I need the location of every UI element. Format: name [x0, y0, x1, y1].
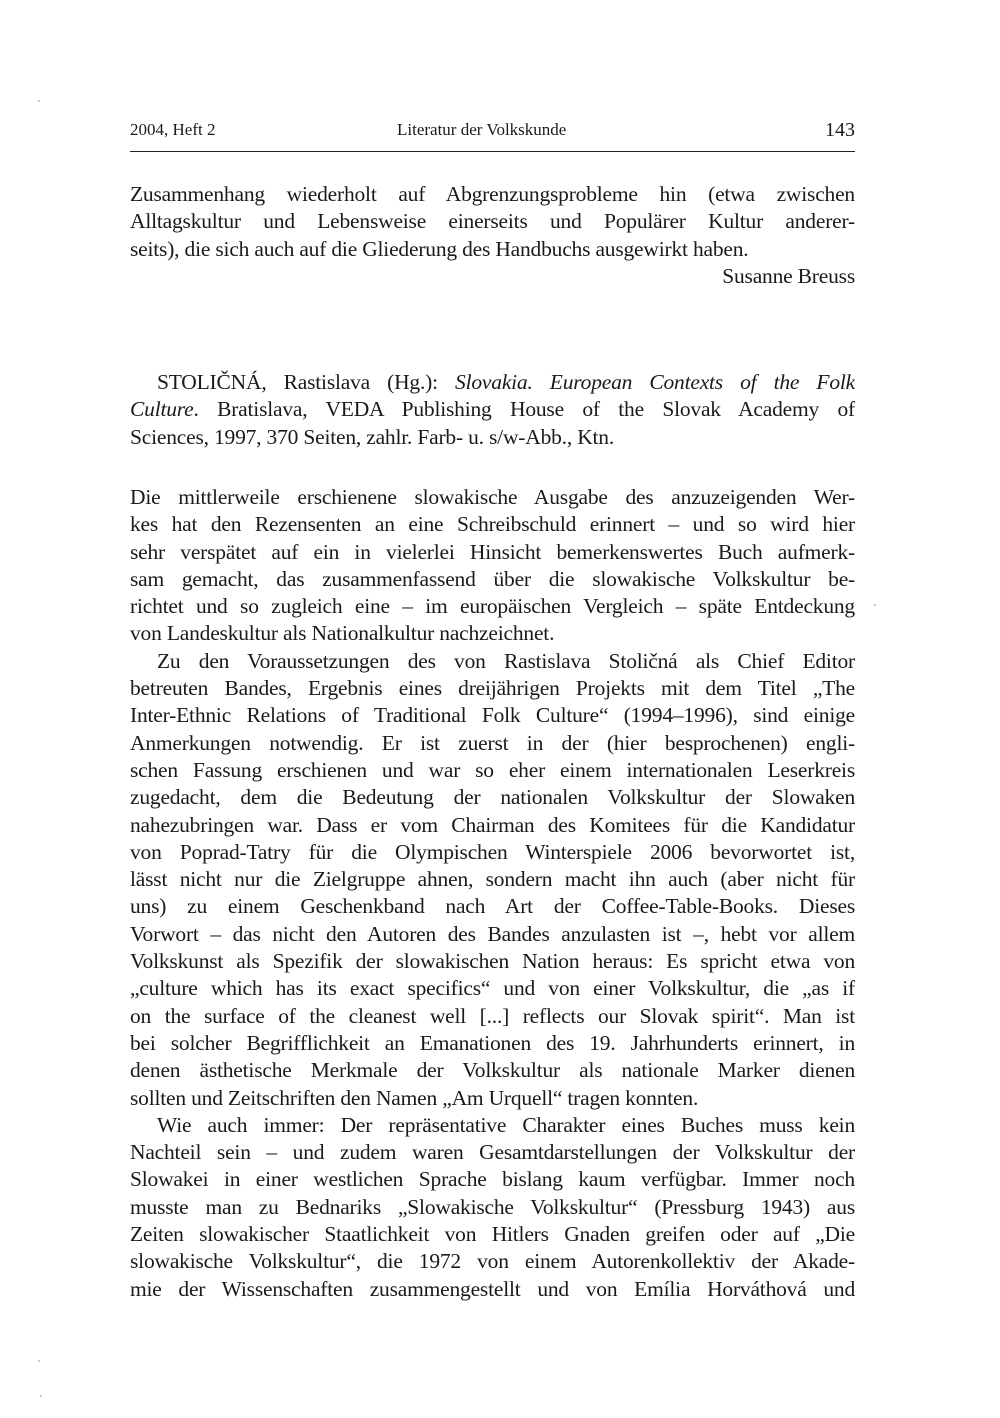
text-line: schen Fassung erschienen und war so eher einem internationalen Leserkreis — [130, 757, 855, 782]
text-line: Vorwort – das nicht den Autoren des Bandes anzulasten ist –, hebt vor allem — [130, 921, 855, 946]
text-line: bei solcher Begrifflichkeit an Emanationen des 19. Jahrhunderts erinnert, in — [130, 1030, 855, 1055]
text-line: Zeiten slowakischer Staatlichkeit von Hitlers Gnaden greifen oder auf „Die — [130, 1222, 855, 1247]
scan-speck — [38, 1360, 40, 1362]
scan-speck — [38, 100, 40, 102]
review-body — [130, 484, 855, 1303]
paragraph-1 — [130, 484, 855, 648]
paragraph-2 — [130, 648, 855, 1112]
text-line: zugedacht, dem die Bedeutung der nationalen Volkskultur der Slowaken — [130, 785, 855, 810]
issue-label: 2004, Heft 2 — [130, 120, 216, 139]
text-line: Zu den Voraussetzungen des von Rastislava Stoličná als Chief Editor — [157, 648, 855, 673]
text-line: on the surface of the cleanest well [...] reflects our Slovak spirit“. Man ist — [130, 1003, 855, 1028]
section-title: Literatur der Volkskunde — [397, 120, 567, 139]
text-line: „culture which has its exact specifics“ und von einer Volkskultur, die „as if — [130, 976, 855, 1001]
bibliographic-entry — [130, 369, 855, 451]
text-line: Anmerkungen notwendig. Er ist zuerst in der (hier besprochenen) engli- — [130, 730, 855, 755]
bib-publisher: . Bratislava, VEDA Publishing House of the Slovak Academy of — [193, 397, 855, 422]
text-line: kes hat den Rezensenten an eine Schreibschuld erinnert – und so wird hier — [130, 512, 855, 537]
reviewer-name: Susanne Breuss — [722, 263, 855, 288]
scan-speck — [40, 1395, 42, 1397]
text-line: denen ästhetische Merkmale der Volkskultur als nationale Marker dienen — [130, 1058, 855, 1083]
text-line: nahezubringen war. Dass er vom Chairman des Komitees für die Kandidatur — [130, 812, 855, 837]
text-line: Volkskunst als Spezifik der slowakischen Nation heraus: Es spricht etwa von — [130, 949, 855, 974]
text-line: sam gemacht, das zusammenfassend über die slowakische Volkskultur be- — [130, 566, 855, 591]
bib-line-1 — [130, 369, 855, 396]
text-line: seits), die sich auch auf die Gliederung des Handbuchs ausgewirkt haben. — [130, 236, 749, 261]
text-line: Alltagskultur und Lebensweise einerseits und Populärer Kultur anderer- — [130, 209, 855, 234]
text-line: richtet und so zugleich eine – im europäischen Vergleich – späte Entdeckung — [130, 594, 855, 619]
text-line: uns) zu einem Geschenkband nach Art der Coffee-Table-Books. Dieses — [130, 894, 855, 919]
text-line: betreuten Bandes, Ergebnis eines dreijährigen Projekts mit dem Titel „The — [130, 676, 855, 701]
bib-title: Slovakia. European Contexts of the Folk — [455, 370, 855, 394]
text-line: Die mittlerweile erschienene slowakische Ausgabe des anzuzeigenden Wer- — [130, 485, 855, 509]
text-line: lässt nicht nur die Zielgruppe ahnen, sondern macht ihn auch (aber nicht für — [130, 867, 855, 892]
text-line: sollten und Zeitschriften den Namen „Am Urquell“ tragen konnten. — [130, 1085, 699, 1110]
text-line: von Landeskultur als Nationalkultur nachzeichnet. — [130, 621, 555, 646]
text-line: Nachteil sein – und zudem waren Gesamtdarstellungen der Volkskultur der — [130, 1140, 855, 1165]
text-line: mie der Wissenschaften zusammengestellt und von Emília Horváthová und — [130, 1276, 855, 1301]
bib-author: STOLIČNÁ, Rastislava (Hg.): — [157, 370, 438, 394]
text-line: Slowakei in einer westlichen Sprache bislang kaum verfügbar. Immer noch — [130, 1167, 855, 1192]
paragraph-3 — [130, 1112, 855, 1303]
text-line: Inter-Ethnic Relations of Traditional Folk Culture“ (1994–1996), sind einige — [130, 703, 855, 728]
text-line: Zusammenhang wiederholt auf Abgrenzungsprobleme hin (etwa zwischen — [130, 182, 855, 206]
text-line: musste man zu Bednariks „Slowakische Volkskultur“ (Pressburg 1943) aus — [130, 1194, 855, 1219]
previous-review-ending — [130, 181, 855, 290]
bib-title-cont: Culture — [130, 397, 194, 422]
header-rule — [130, 151, 855, 152]
text-line: Wie auch immer: Der repräsentative Charakter eines Buches muss kein — [157, 1112, 855, 1137]
running-header — [130, 118, 855, 142]
text-line: sehr verspätet auf ein in vielerlei Hinsicht bemerkenswertes Buch aufmerk- — [130, 539, 855, 564]
text-line: slowakische Volkskultur“, die 1972 von einem Autorenkollektiv der Akade- — [130, 1249, 855, 1274]
bib-line-2 — [130, 396, 855, 423]
page-number: 143 — [825, 119, 855, 141]
text-line: von Poprad-Tatry für die Olympischen Winterspiele 2006 bevorwortet ist, — [130, 839, 855, 864]
scan-speck — [874, 604, 876, 606]
bib-line-3: Sciences, 1997, 370 Seiten, zahlr. Farb- u. s/w-Abb., Ktn. — [130, 424, 615, 449]
